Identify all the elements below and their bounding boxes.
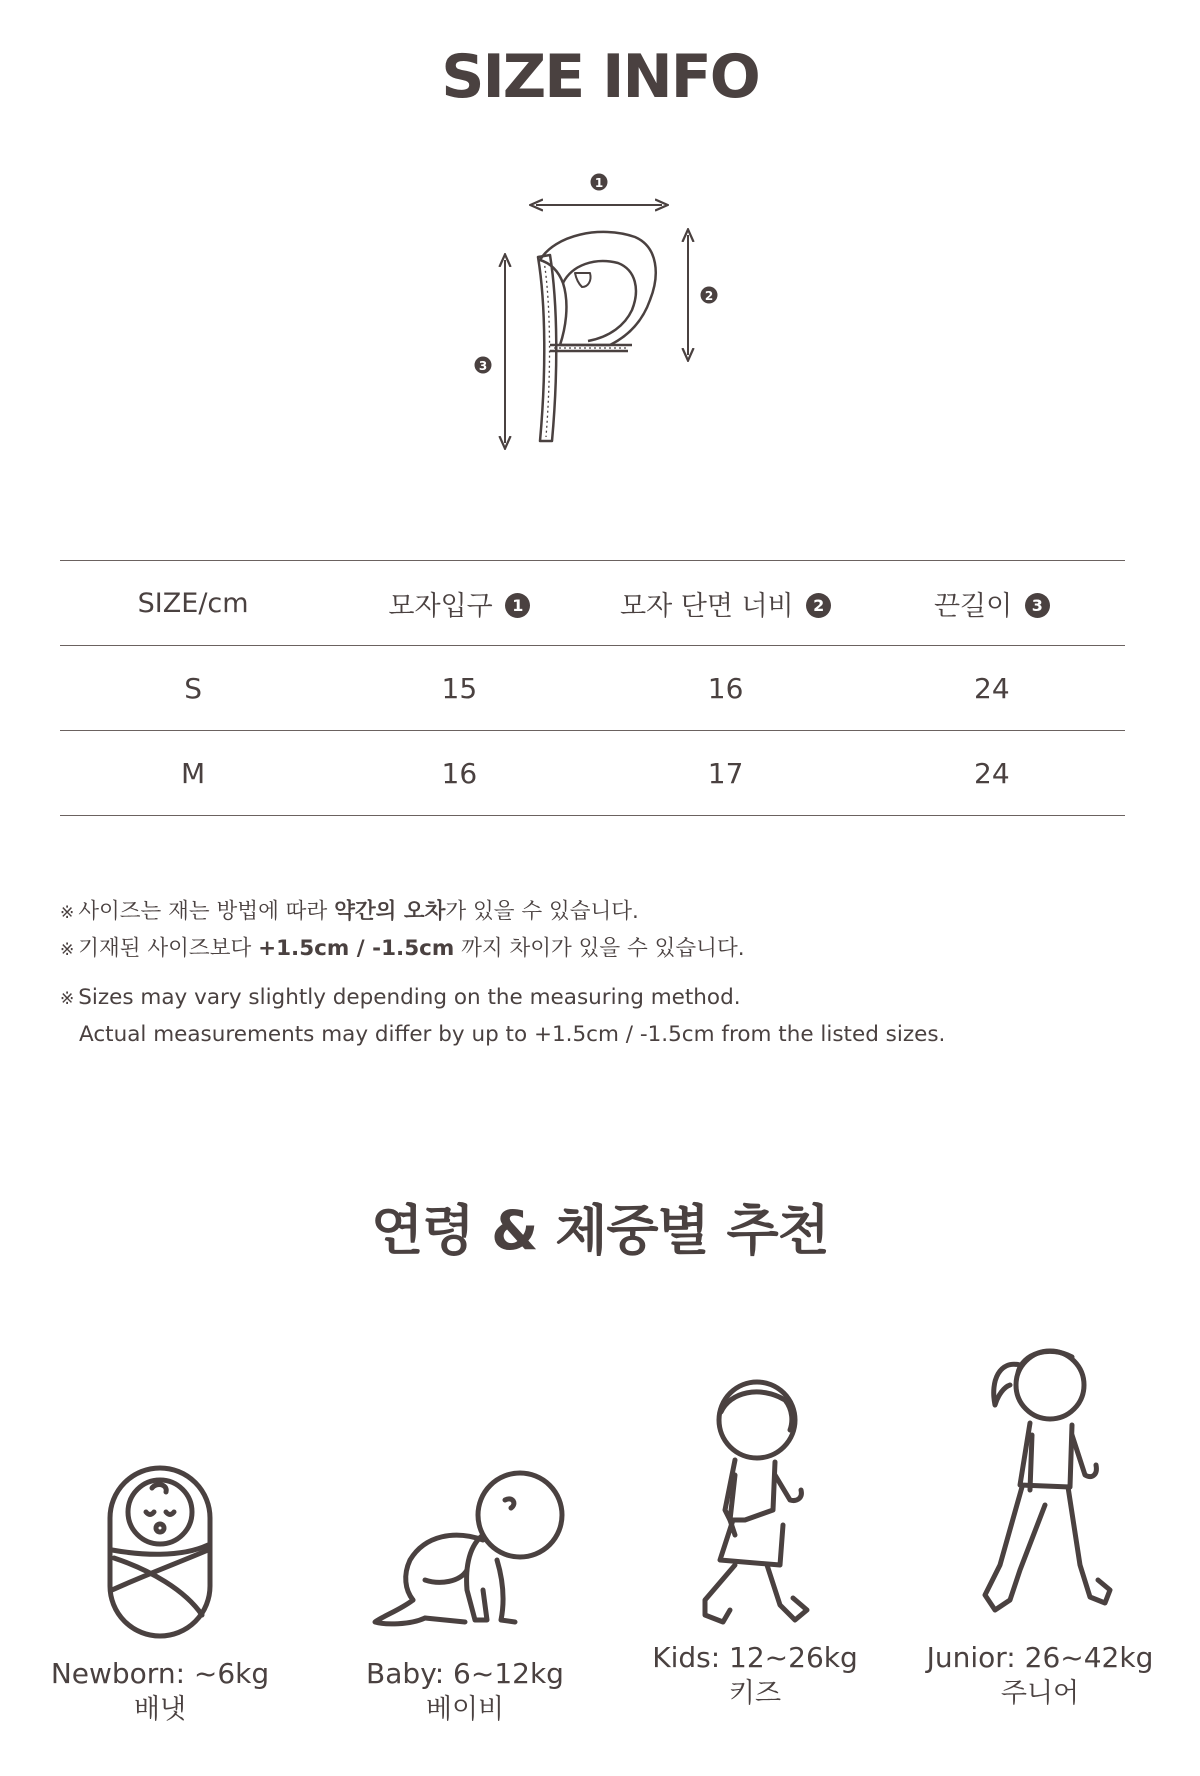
age-label: Junior: 26~42kg [926, 1641, 1154, 1674]
note-english-2: Actual measurements may differ by up to +1.5cm / -1.5cm from the listed sizes. [79, 1022, 946, 1047]
marker-1-badge: 1 [505, 593, 530, 618]
note-korean-1: ※ 사이즈는 재는 방법에 따라 약간의 오차가 있을 수 있습니다. [60, 899, 639, 924]
table-cell: 17 [593, 731, 859, 816]
swaddled-newborn-icon [90, 1440, 230, 1640]
table-cell: 16 [593, 646, 859, 731]
size-info-title: SIZE INFO [441, 42, 759, 112]
age-label: Baby: 6~12kg [366, 1657, 564, 1690]
crawling-baby-icon [355, 1440, 575, 1640]
walking-junior-girl-icon [960, 1335, 1120, 1640]
age-sub-label: 배냇 [133, 1694, 187, 1725]
svg-text:1: 1 [594, 176, 604, 190]
walking-kid-icon [675, 1370, 835, 1640]
table-row [60, 646, 1125, 731]
table-cell: 16 [326, 731, 592, 816]
age-item-kids [610, 1370, 900, 1712]
marker-1-icon [591, 174, 608, 191]
bonnet-diagram [460, 165, 740, 465]
header-strap-length: 끈길이 3 [859, 561, 1125, 646]
size-cell: M [60, 731, 326, 816]
marker-2-icon [701, 287, 718, 304]
marker-3-badge: 3 [1025, 593, 1050, 618]
age-sub-label: 주니어 [1000, 1678, 1080, 1709]
age-item-baby [320, 1440, 610, 1728]
age-label: Kids: 12~26kg [652, 1641, 858, 1674]
svg-text:2: 2 [704, 289, 714, 303]
bonnet-hat-icon [538, 232, 656, 441]
age-label: Newborn: ~6kg [50, 1657, 270, 1690]
table-cell: 15 [326, 646, 592, 731]
age-item-newborn [15, 1440, 305, 1728]
note-korean-2: ※ 기재된 사이즈보다 +1.5cm / -1.5cm 까지 차이가 있을 수 있습니다. [60, 936, 745, 961]
age-item-junior [895, 1335, 1185, 1712]
svg-text:3: 3 [478, 359, 488, 373]
header-hat-width: 모자 단면 너비 2 [593, 561, 859, 646]
size-table [60, 560, 1125, 816]
size-notes [60, 893, 945, 1053]
table-row [60, 731, 1125, 816]
marker-3-icon [475, 357, 492, 374]
table-cell: 24 [859, 646, 1125, 731]
age-weight-title: 연령 & 체중별 추천 [371, 1199, 829, 1262]
age-sub-label: 베이비 [425, 1694, 505, 1725]
size-cell: S [60, 646, 326, 731]
table-cell: 24 [859, 731, 1125, 816]
note-english-1: ※ Sizes may vary slightly depending on the measuring method. [60, 985, 741, 1010]
age-sub-label: 키즈 [728, 1678, 782, 1709]
marker-2-badge: 2 [806, 593, 831, 618]
header-size: SIZE/cm [60, 561, 326, 646]
size-table-header-row [60, 561, 1125, 646]
header-hat-opening: 모자입구 1 [326, 561, 592, 646]
